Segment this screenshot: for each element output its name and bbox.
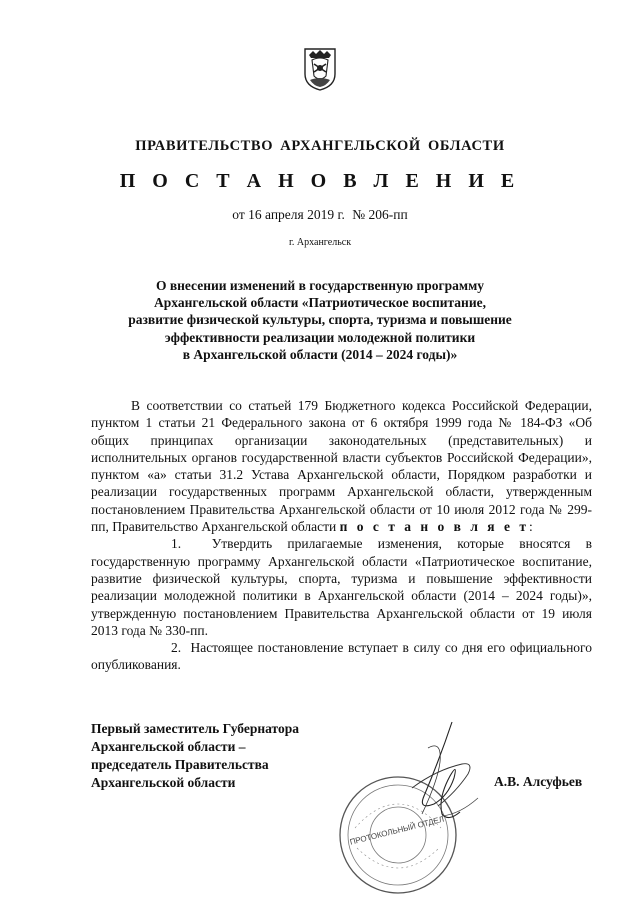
city-name: г. Архангельск xyxy=(288,237,352,248)
title-line: в Архангельской области (2014 – 2024 годы)» xyxy=(182,346,458,362)
document-date xyxy=(0,207,640,223)
handwritten-signature xyxy=(382,718,492,828)
date-text: от 16 апреля 2019 г. xyxy=(232,207,345,222)
title-line: эффективности реализации молодежной политики xyxy=(164,329,476,345)
intro-paragraph xyxy=(91,397,592,535)
item-1 xyxy=(91,535,592,639)
stamp-text: ПРОТОКОЛЬНЫЙ ОТДЕЛ xyxy=(348,814,445,847)
document-number: № 206-пп xyxy=(352,207,408,222)
authority-name: ПРАВИТЕЛЬСТВО АРХАНГЕЛЬСКОЙ ОБЛАСТИ xyxy=(135,138,505,154)
item-number: 1. xyxy=(171,536,182,552)
position-line: Архангельской области xyxy=(91,775,236,790)
position-line: Первый заместитель Губернатора xyxy=(91,721,299,736)
document-title xyxy=(100,277,540,363)
title-line: Архангельской области «Патриотическое воспитание, xyxy=(154,295,486,311)
item-2 xyxy=(91,639,592,674)
item-2-text: Настоящее постановление вступает в силу со дня его официального опубликования. xyxy=(91,640,592,673)
document-body xyxy=(91,397,592,674)
title-line: О внесении изменений в государственную программу xyxy=(155,278,485,293)
signatory-position xyxy=(91,720,299,792)
signatory-name: А.В. Алсуфьев xyxy=(494,774,583,789)
item-1-text: Утвердить прилагаемые изменения, которые вносятся в государственную программу Архангельской области «Патриотическое воспитание, развитие физической культуры, спорта, туризма и повышение эффективности реализации молодежной политики в Архангельской области (2014 – 2024 годы)», утвержденную постановлением Правительства Архангельской области от 19 июля 2013 года № 330-пп. xyxy=(91,536,592,638)
resolves-word: п о с т а н о в л я е т xyxy=(339,519,529,535)
item-number: 2. xyxy=(171,640,182,656)
position-line: Архангельской области – xyxy=(91,739,246,754)
resolves-punct: : xyxy=(528,519,533,535)
title-line: развитие физической культуры, спорта, туризма и повышение xyxy=(128,312,512,328)
position-line: председатель Правительства xyxy=(91,757,269,772)
document-type: П О С Т А Н О В Л Е Н И Е xyxy=(119,170,521,192)
coat-of-arms-icon xyxy=(302,46,338,92)
intro-text: В соответствии со статьей 179 Бюджетного кодекса Российской Федерации, пунктом 1 статьи 21 Федерального закона от 6 октября 1999 года № 184-ФЗ «Об общих принципах организации законодательных (представительных) и исполнительных органов государственной власти субъектов Российской Федерации», пунктом «а» статьи 31.2 Устава Архангельской области, Порядком разработки и реализации государственных программ Архангельской области, утвержденным постановлением Правительства Архангельской области от 10 июля 2012 года № 299-пп, Правительство Архангельской области xyxy=(91,398,592,535)
